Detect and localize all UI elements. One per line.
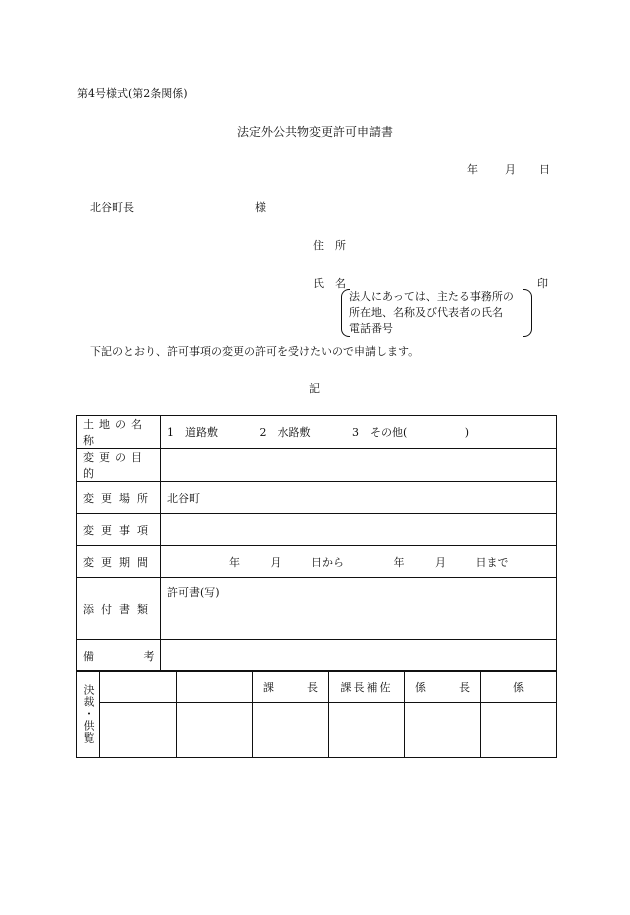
approval-header-section-chief: 課 長 [253, 671, 329, 703]
addressee-honorific: 様 [255, 201, 266, 214]
period-end-month: 月 [435, 555, 446, 569]
address-label: 住 所 [313, 239, 346, 252]
period-start-year: 年 [229, 555, 240, 569]
location-value[interactable]: 北谷町 [161, 482, 557, 514]
period-value[interactable] [161, 546, 557, 578]
period-label: 変更期間 [77, 546, 161, 578]
attachments-label: 添付書類 [77, 578, 161, 640]
option-other[interactable]: 3 その他( [352, 426, 408, 439]
matter-value[interactable] [161, 514, 557, 546]
land-name-options [161, 416, 557, 449]
date-month: 月 [505, 163, 516, 176]
approval-header-deputy-chief: 課長補佐 [329, 671, 405, 703]
document-title: 法定外公共物変更許可申請書 [237, 125, 394, 139]
option-road[interactable]: 1 道路敷 [167, 426, 218, 439]
approval-stamp-cell[interactable] [177, 703, 253, 758]
matter-label: 変更事項 [77, 514, 161, 546]
addressee-name: 北谷町長 [90, 201, 134, 214]
remarks-label [77, 640, 161, 672]
applicant-note [341, 289, 532, 337]
approval-header-subsection-chief: 係 長 [405, 671, 481, 703]
period-end-year: 年 [393, 555, 405, 569]
note-line: 電話番号 [349, 322, 393, 335]
remarks-label-right: 考 [143, 649, 155, 663]
remarks-value[interactable] [161, 640, 557, 672]
approval-stamp-cell[interactable] [329, 703, 405, 758]
remarks-label-left: 備 [83, 649, 94, 663]
approval-block [76, 670, 556, 758]
option-other-close: ) [464, 426, 470, 439]
approval-stamp-cell[interactable] [481, 703, 557, 758]
period-end-day: 日まで [475, 555, 509, 569]
application-table [76, 415, 557, 672]
approval-header [177, 671, 253, 703]
note-line: 法人にあっては、主たる事務所の [349, 290, 514, 303]
seal-mark: 印 [537, 277, 548, 290]
land-name-label: 土地の名称 [77, 416, 161, 449]
body-text: 下記のとおり、許可事項の変更の許可を受けたいので申請します。 [90, 345, 420, 358]
name-label: 氏 名 [313, 277, 346, 290]
period-start-day: 日から [311, 555, 344, 569]
note-line: 所在地、名称及び代表者の氏名 [349, 306, 503, 319]
option-waterway[interactable]: 2 水路敷 [259, 426, 311, 439]
approval-stamp-cell[interactable] [100, 703, 177, 758]
purpose-value[interactable] [161, 449, 557, 482]
period-start-month: 月 [270, 555, 282, 569]
ki-label: 記 [309, 382, 320, 395]
purpose-label: 変更の目的 [77, 449, 161, 482]
location-label: 変更場所 [77, 482, 161, 514]
approval-side-label: 決裁・供覧 [77, 671, 100, 758]
date-day: 日 [539, 163, 550, 176]
date-year: 年 [467, 163, 478, 176]
form-number: 第4号様式(第2条関係) [77, 87, 188, 100]
approval-header-staff: 係 [481, 671, 557, 703]
approval-header [100, 671, 177, 703]
approval-stamp-cell[interactable] [253, 703, 329, 758]
attachments-value[interactable]: 許可書(写) [161, 578, 557, 640]
approval-stamp-cell[interactable] [405, 703, 481, 758]
